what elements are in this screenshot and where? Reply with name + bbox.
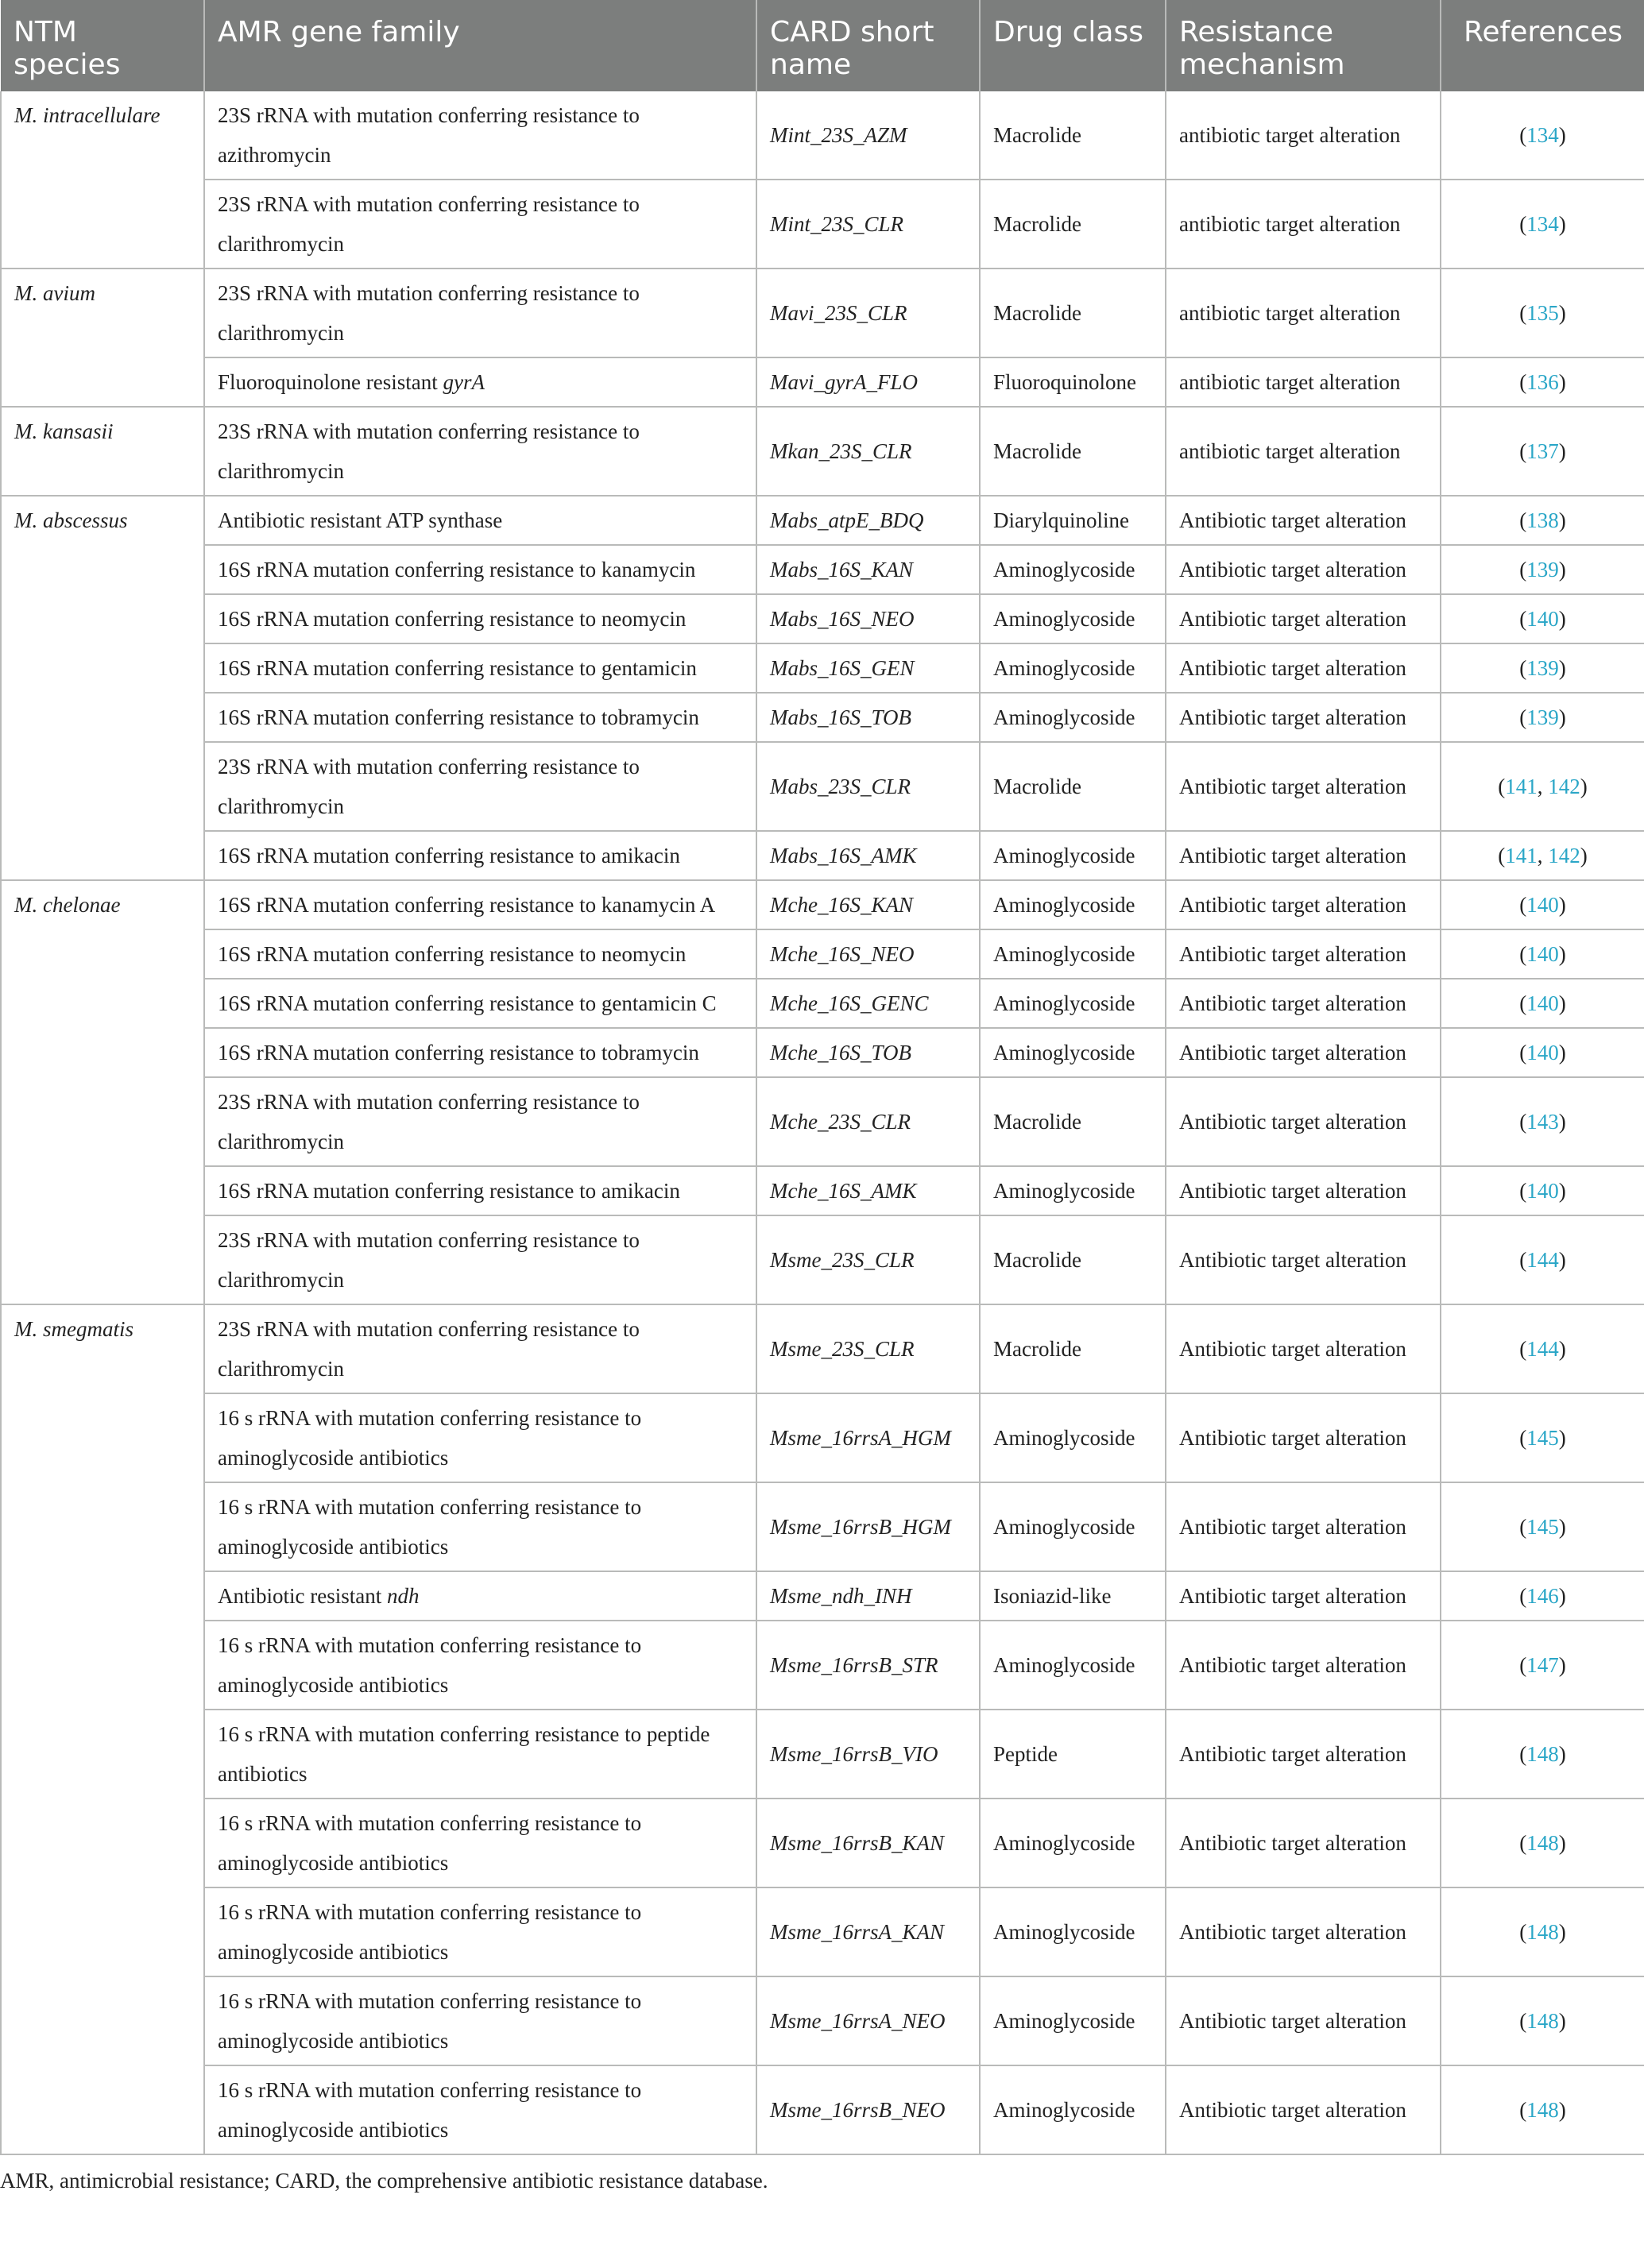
references-cell: (148) <box>1441 1799 1644 1887</box>
reference-link[interactable]: 139 <box>1526 558 1559 581</box>
gene-name-italic: gyrA <box>443 370 485 394</box>
references-cell: (140) <box>1441 979 1644 1028</box>
gene-family-cell <box>204 929 756 979</box>
resistance-mechanism-cell: Antibiotic target alteration <box>1166 742 1441 831</box>
reference-link[interactable]: 147 <box>1526 1653 1559 1677</box>
table-row <box>1 1215 1644 1304</box>
resistance-mechanism-cell: Antibiotic target alteration <box>1166 1887 1441 1976</box>
references-cell: (134) <box>1441 180 1644 269</box>
gene-family-text: 16 s rRNA with mutation conferring resistance to aminoglycoside antibiotics <box>218 1495 642 1559</box>
table-row <box>1 1976 1644 2065</box>
resistance-mechanism-cell: antibiotic target alteration <box>1166 357 1441 407</box>
resistance-mechanism-cell: antibiotic target alteration <box>1166 407 1441 496</box>
reference-link[interactable]: 146 <box>1526 1584 1559 1608</box>
table-row <box>1 180 1644 269</box>
gene-family-text: 16 s rRNA with mutation conferring resistance to aminoglycoside antibiotics <box>218 2078 642 2142</box>
drug-class-cell: Macrolide <box>980 1215 1166 1304</box>
table-row <box>1 1028 1644 1077</box>
resistance-mechanism-cell: antibiotic target alteration <box>1166 269 1441 357</box>
references-cell: (148) <box>1441 1887 1644 1976</box>
table-row <box>1 269 1644 357</box>
drug-class-cell: Peptide <box>980 1710 1166 1799</box>
resistance-mechanism-cell: Antibiotic target alteration <box>1166 496 1441 545</box>
table-row <box>1 545 1644 594</box>
reference-link[interactable]: 140 <box>1526 1179 1559 1203</box>
drug-class-cell: Aminoglycoside <box>980 1799 1166 1887</box>
gene-family-cell <box>204 693 756 742</box>
gene-family-cell <box>204 2065 756 2154</box>
gene-family-text: 16 s rRNA with mutation conferring resistance to peptide antibiotics <box>218 1722 710 1786</box>
table-row <box>1 1799 1644 1887</box>
references-cell: (144) <box>1441 1215 1644 1304</box>
gene-family-cell <box>204 1799 756 1887</box>
gene-family-text: Antibiotic resistant <box>218 1584 387 1608</box>
card-short-name-cell: Msme_23S_CLR <box>756 1215 980 1304</box>
resistance-mechanism-cell: Antibiotic target alteration <box>1166 831 1441 880</box>
gene-family-text: 23S rRNA with mutation conferring resistance to clarithromycin <box>218 419 640 483</box>
gene-family-cell <box>204 643 756 693</box>
resistance-mechanism-cell: Antibiotic target alteration <box>1166 643 1441 693</box>
card-short-name-cell: Mabs_16S_TOB <box>756 693 980 742</box>
resistance-mechanism-cell: Antibiotic target alteration <box>1166 1799 1441 1887</box>
table-row <box>1 1166 1644 1215</box>
drug-class-cell: Aminoglycoside <box>980 643 1166 693</box>
resistance-mechanism-cell: antibiotic target alteration <box>1166 91 1441 180</box>
gene-family-text: 23S rRNA with mutation conferring resistance to clarithromycin <box>218 755 640 818</box>
resistance-mechanism-cell: Antibiotic target alteration <box>1166 880 1441 929</box>
references-cell: (140) <box>1441 880 1644 929</box>
table-row <box>1 91 1644 180</box>
card-short-name-cell: Mabs_16S_AMK <box>756 831 980 880</box>
references-cell: (144) <box>1441 1304 1644 1393</box>
drug-class-cell: Aminoglycoside <box>980 831 1166 880</box>
reference-link[interactable]: 145 <box>1526 1426 1559 1450</box>
drug-class-cell: Aminoglycoside <box>980 1621 1166 1710</box>
resistance-mechanism-cell: Antibiotic target alteration <box>1166 594 1441 643</box>
gene-family-cell <box>204 1710 756 1799</box>
resistance-mechanism-cell: Antibiotic target alteration <box>1166 1077 1441 1166</box>
drug-class-cell: Aminoglycoside <box>980 880 1166 929</box>
card-short-name-cell: Mavi_23S_CLR <box>756 269 980 357</box>
gene-family-cell <box>204 269 756 357</box>
gene-family-text: 16S rRNA mutation conferring resistance to gentamicin <box>218 656 697 680</box>
resistance-mechanism-cell: Antibiotic target alteration <box>1166 1976 1441 2065</box>
references-cell: (140) <box>1441 929 1644 979</box>
card-short-name-cell: Mabs_16S_GEN <box>756 643 980 693</box>
species-cell: M. chelonae <box>1 880 204 1304</box>
drug-class-cell: Macrolide <box>980 1077 1166 1166</box>
table-row <box>1 929 1644 979</box>
gene-family-text: Fluoroquinolone resistant <box>218 370 443 394</box>
table-row <box>1 1621 1644 1710</box>
card-short-name-cell: Mint_23S_AZM <box>756 91 980 180</box>
reference-link[interactable]: 136 <box>1526 370 1559 394</box>
card-short-name-cell: Msme_23S_CLR <box>756 1304 980 1393</box>
resistance-mechanism-cell: Antibiotic target alteration <box>1166 1482 1441 1571</box>
gene-family-text: 16S rRNA mutation conferring resistance to tobramycin <box>218 705 699 729</box>
header-card-short-name: CARD short name <box>756 0 980 91</box>
reference-link[interactable]: 134 <box>1526 212 1559 236</box>
card-short-name-cell: Mche_23S_CLR <box>756 1077 980 1166</box>
drug-class-cell: Isoniazid-like <box>980 1571 1166 1621</box>
drug-class-cell: Aminoglycoside <box>980 545 1166 594</box>
reference-link[interactable]: 140 <box>1526 1041 1559 1064</box>
gene-family-cell <box>204 1077 756 1166</box>
header-amr-gene-family: AMR gene family <box>204 0 756 91</box>
table-row <box>1 1710 1644 1799</box>
table-body <box>1 91 1644 2154</box>
gene-family-cell <box>204 1028 756 1077</box>
gene-family-cell <box>204 1887 756 1976</box>
reference-link[interactable]: 143 <box>1526 1110 1559 1134</box>
species-cell: M. kansasii <box>1 407 204 496</box>
references-cell: (139) <box>1441 545 1644 594</box>
references-cell: (141, 142) <box>1441 742 1644 831</box>
references-cell: (147) <box>1441 1621 1644 1710</box>
table-row <box>1 831 1644 880</box>
references-cell: (135) <box>1441 269 1644 357</box>
reference-link[interactable]: 145 <box>1526 1515 1559 1539</box>
references-cell: (138) <box>1441 496 1644 545</box>
references-cell: (139) <box>1441 693 1644 742</box>
drug-class-cell: Macrolide <box>980 1304 1166 1393</box>
resistance-mechanism-cell: Antibiotic target alteration <box>1166 1166 1441 1215</box>
drug-class-cell: Aminoglycoside <box>980 1976 1166 2065</box>
card-short-name-cell: Mche_16S_NEO <box>756 929 980 979</box>
gene-family-cell <box>204 594 756 643</box>
gene-family-cell <box>204 91 756 180</box>
reference-link[interactable]: 140 <box>1526 893 1559 917</box>
references-cell: (148) <box>1441 2065 1644 2154</box>
table-row <box>1 880 1644 929</box>
drug-class-cell: Macrolide <box>980 269 1166 357</box>
references-cell: (140) <box>1441 1028 1644 1077</box>
card-short-name-cell: Mche_16S_TOB <box>756 1028 980 1077</box>
table-row <box>1 643 1644 693</box>
species-cell: M. intracellulare <box>1 91 204 269</box>
table-header <box>1 0 1644 91</box>
gene-family-cell <box>204 357 756 407</box>
table-row <box>1 594 1644 643</box>
gene-family-cell <box>204 1304 756 1393</box>
resistance-mechanism-cell: antibiotic target alteration <box>1166 180 1441 269</box>
reference-link[interactable]: 144 <box>1526 1337 1559 1361</box>
gene-family-text: 23S rRNA with mutation conferring resistance to azithromycin <box>218 103 640 167</box>
card-short-name-cell: Mint_23S_CLR <box>756 180 980 269</box>
gene-family-cell <box>204 742 756 831</box>
resistance-mechanism-cell: Antibiotic target alteration <box>1166 1215 1441 1304</box>
gene-family-text: 16S rRNA mutation conferring resistance to tobramycin <box>218 1041 699 1064</box>
references-cell: (146) <box>1441 1571 1644 1621</box>
resistance-mechanism-cell: Antibiotic target alteration <box>1166 1710 1441 1799</box>
gene-family-text: 16 s rRNA with mutation conferring resistance to aminoglycoside antibiotics <box>218 1633 642 1697</box>
references-cell: (145) <box>1441 1393 1644 1482</box>
card-short-name-cell: Msme_16rrsB_NEO <box>756 2065 980 2154</box>
species-cell: M. avium <box>1 269 204 407</box>
resistance-mechanism-cell: Antibiotic target alteration <box>1166 545 1441 594</box>
gene-family-cell <box>204 979 756 1028</box>
reference-link[interactable]: 144 <box>1526 1248 1559 1272</box>
card-short-name-cell: Msme_16rrsA_KAN <box>756 1887 980 1976</box>
gene-family-cell <box>204 1621 756 1710</box>
drug-class-cell: Aminoglycoside <box>980 1393 1166 1482</box>
resistance-mechanism-cell: Antibiotic target alteration <box>1166 693 1441 742</box>
table-row <box>1 2065 1644 2154</box>
gene-family-text: 16 s rRNA with mutation conferring resistance to aminoglycoside antibiotics <box>218 1989 642 2053</box>
gene-family-cell <box>204 1166 756 1215</box>
gene-family-cell <box>204 180 756 269</box>
card-short-name-cell: Mche_16S_GENC <box>756 979 980 1028</box>
resistance-mechanism-cell: Antibiotic target alteration <box>1166 929 1441 979</box>
gene-family-text: 16S rRNA mutation conferring resistance to neomycin <box>218 607 687 631</box>
resistance-mechanism-cell: Antibiotic target alteration <box>1166 1571 1441 1621</box>
references-cell: (148) <box>1441 1710 1644 1799</box>
drug-class-cell: Aminoglycoside <box>980 1887 1166 1976</box>
reference-link[interactable]: 135 <box>1526 301 1559 325</box>
header-drug-class: Drug class <box>980 0 1166 91</box>
gene-family-text: 16 s rRNA with mutation conferring resistance to aminoglycoside antibiotics <box>218 1900 642 1964</box>
table-row <box>1 1482 1644 1571</box>
reference-link[interactable]: 148 <box>1526 2009 1559 2033</box>
drug-class-cell: Fluoroquinolone <box>980 357 1166 407</box>
table-row <box>1 1304 1644 1393</box>
gene-family-cell <box>204 831 756 880</box>
drug-class-cell: Aminoglycoside <box>980 1028 1166 1077</box>
gene-family-text: 23S rRNA with mutation conferring resistance to clarithromycin <box>218 1090 640 1153</box>
header-row <box>1 0 1644 91</box>
gene-family-text: Antibiotic resistant ATP synthase <box>218 508 503 532</box>
references-cell: (141, 142) <box>1441 831 1644 880</box>
gene-family-text: 16S rRNA mutation conferring resistance to neomycin <box>218 942 687 966</box>
card-short-name-cell: Msme_16rrsB_HGM <box>756 1482 980 1571</box>
gene-family-text: 16S rRNA mutation conferring resistance to kanamycin A <box>218 893 716 917</box>
gene-family-text: 16 s rRNA with mutation conferring resistance to aminoglycoside antibiotics <box>218 1811 642 1875</box>
gene-name-italic: ndh <box>386 1584 420 1608</box>
card-short-name-cell: Mche_16S_KAN <box>756 880 980 929</box>
resistance-mechanism-cell: Antibiotic target alteration <box>1166 1304 1441 1393</box>
reference-link[interactable]: 139 <box>1526 705 1559 729</box>
reference-link[interactable]: 148 <box>1526 1831 1559 1855</box>
references-cell: (140) <box>1441 594 1644 643</box>
card-short-name-cell: Msme_16rrsA_NEO <box>756 1976 980 2065</box>
drug-class-cell: Aminoglycoside <box>980 594 1166 643</box>
references-cell: (137) <box>1441 407 1644 496</box>
drug-class-cell: Aminoglycoside <box>980 1166 1166 1215</box>
card-short-name-cell: Mche_16S_AMK <box>756 1166 980 1215</box>
gene-family-text: 16S rRNA mutation conferring resistance to amikacin <box>218 844 680 867</box>
reference-link[interactable]: 137 <box>1526 439 1559 463</box>
table-row <box>1 979 1644 1028</box>
table-row <box>1 357 1644 407</box>
card-short-name-cell: Msme_ndh_INH <box>756 1571 980 1621</box>
gene-family-cell <box>204 1976 756 2065</box>
gene-family-text: 16 s rRNA with mutation conferring resistance to aminoglycoside antibiotics <box>218 1406 642 1470</box>
gene-family-cell <box>204 1482 756 1571</box>
gene-family-cell <box>204 1571 756 1621</box>
references-cell: (140) <box>1441 1166 1644 1215</box>
gene-family-cell <box>204 407 756 496</box>
table-row <box>1 1393 1644 1482</box>
gene-family-cell <box>204 496 756 545</box>
card-short-name-cell: Mabs_16S_NEO <box>756 594 980 643</box>
drug-class-cell: Aminoglycoside <box>980 693 1166 742</box>
gene-family-cell <box>204 1393 756 1482</box>
reference-link[interactable]: 134 <box>1526 123 1559 147</box>
reference-link[interactable]: 138 <box>1526 508 1559 532</box>
drug-class-cell: Diarylquinoline <box>980 496 1166 545</box>
header-references: References <box>1441 0 1644 91</box>
card-short-name-cell: Mkan_23S_CLR <box>756 407 980 496</box>
reference-link[interactable]: 141 <box>1505 844 1538 867</box>
table-row <box>1 1571 1644 1621</box>
drug-class-cell: Macrolide <box>980 742 1166 831</box>
table-row <box>1 693 1644 742</box>
gene-family-cell <box>204 545 756 594</box>
reference-link[interactable]: 148 <box>1526 2098 1559 2122</box>
card-short-name-cell: Msme_16rrsB_KAN <box>756 1799 980 1887</box>
gene-family-text: 23S rRNA with mutation conferring resistance to clarithromycin <box>218 1317 640 1381</box>
drug-class-cell: Aminoglycoside <box>980 929 1166 979</box>
resistance-mechanism-cell: Antibiotic target alteration <box>1166 2065 1441 2154</box>
resistance-mechanism-cell: Antibiotic target alteration <box>1166 1393 1441 1482</box>
drug-class-cell: Macrolide <box>980 180 1166 269</box>
gene-family-text: 23S rRNA with mutation conferring resistance to clarithromycin <box>218 281 640 345</box>
references-cell: (143) <box>1441 1077 1644 1166</box>
gene-family-text: 23S rRNA with mutation conferring resistance to clarithromycin <box>218 192 640 256</box>
references-cell: (145) <box>1441 1482 1644 1571</box>
table-row <box>1 1077 1644 1166</box>
species-cell: M. abscessus <box>1 496 204 880</box>
gene-family-text: 23S rRNA with mutation conferring resistance to clarithromycin <box>218 1228 640 1292</box>
table-row <box>1 742 1644 831</box>
reference-link[interactable]: 142 <box>1548 844 1580 867</box>
card-short-name-cell: Msme_16rrsB_STR <box>756 1621 980 1710</box>
gene-family-text: 16S rRNA mutation conferring resistance to gentamicin C <box>218 991 717 1015</box>
references-cell: (148) <box>1441 1976 1644 2065</box>
drug-class-cell: Macrolide <box>980 407 1166 496</box>
reference-link[interactable]: 140 <box>1526 942 1559 966</box>
reference-link[interactable]: 139 <box>1526 656 1559 680</box>
resistance-mechanism-cell: Antibiotic target alteration <box>1166 1621 1441 1710</box>
resistance-mechanism-cell: Antibiotic target alteration <box>1166 979 1441 1028</box>
gene-family-text: 16S rRNA mutation conferring resistance to kanamycin <box>218 558 696 581</box>
gene-family-cell <box>204 880 756 929</box>
reference-link[interactable]: 148 <box>1526 1742 1559 1766</box>
drug-class-cell: Aminoglycoside <box>980 1482 1166 1571</box>
table-row <box>1 407 1644 496</box>
reference-link[interactable]: 148 <box>1526 1920 1559 1944</box>
table-row <box>1 1887 1644 1976</box>
references-cell: (136) <box>1441 357 1644 407</box>
drug-class-cell: Aminoglycoside <box>980 979 1166 1028</box>
references-cell: (134) <box>1441 91 1644 180</box>
table-row <box>1 496 1644 545</box>
card-short-name-cell: Mabs_16S_KAN <box>756 545 980 594</box>
card-short-name-cell: Msme_16rrsB_VIO <box>756 1710 980 1799</box>
card-short-name-cell: Mabs_atpE_BDQ <box>756 496 980 545</box>
card-short-name-cell: Mabs_23S_CLR <box>756 742 980 831</box>
references-cell: (139) <box>1441 643 1644 693</box>
gene-family-text: 16S rRNA mutation conferring resistance to amikacin <box>218 1179 680 1203</box>
resistance-mechanism-cell: Antibiotic target alteration <box>1166 1028 1441 1077</box>
header-ntm-species: NTM species <box>1 0 204 91</box>
gene-family-cell <box>204 1215 756 1304</box>
card-short-name-cell: Mavi_gyrA_FLO <box>756 357 980 407</box>
drug-class-cell: Macrolide <box>980 91 1166 180</box>
drug-class-cell: Aminoglycoside <box>980 2065 1166 2154</box>
card-short-name-cell: Msme_16rrsA_HGM <box>756 1393 980 1482</box>
reference-link[interactable]: 140 <box>1526 991 1559 1015</box>
species-cell: M. smegmatis <box>1 1304 204 2154</box>
header-resistance-mechanism: Resistance mechanism <box>1166 0 1441 91</box>
reference-link[interactable]: 142 <box>1548 775 1580 798</box>
table-footnote: AMR, antimicrobial resistance; CARD, the comprehensive antibiotic resistance database. <box>0 2169 768 2193</box>
reference-link[interactable]: 140 <box>1526 607 1559 631</box>
reference-link[interactable]: 141 <box>1505 775 1538 798</box>
